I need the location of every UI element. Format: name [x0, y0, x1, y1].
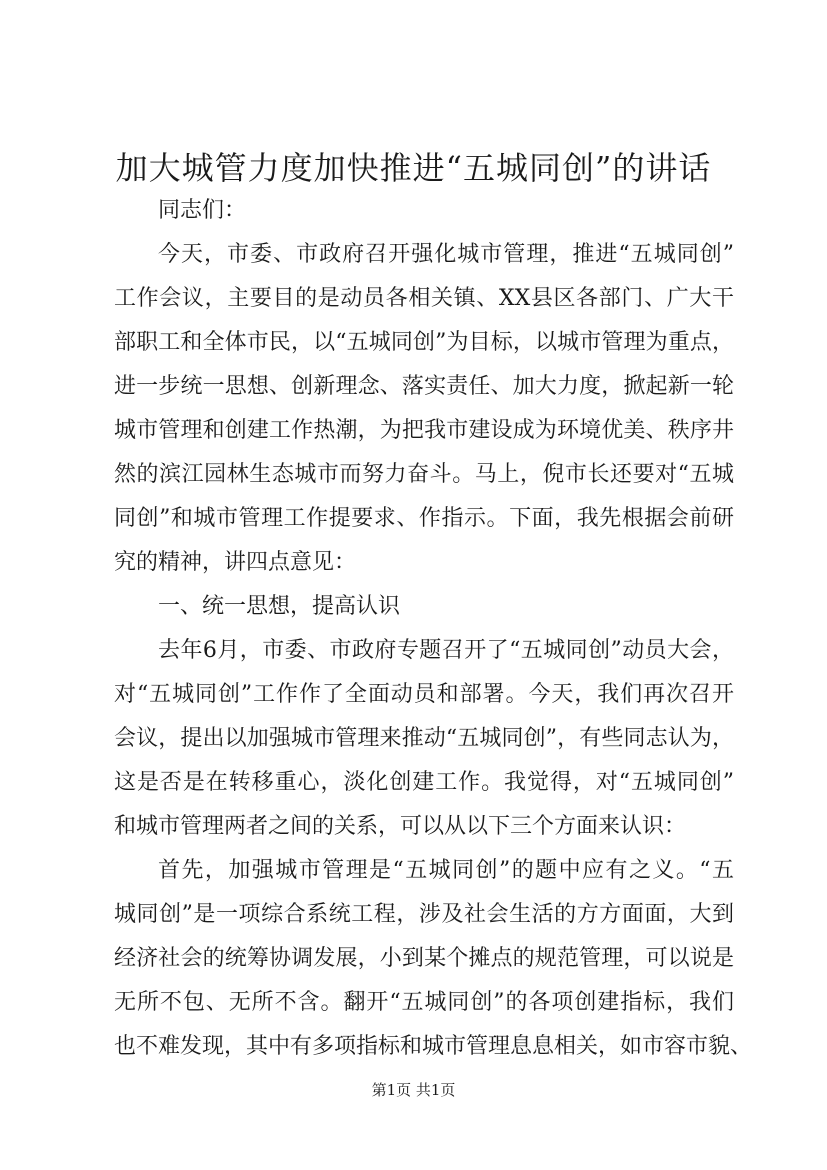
salutation-line: 同志们：	[158, 198, 247, 223]
body-line: 这是否是在转移重心，淡化创建工作。我觉得，对“五城同创”	[114, 770, 734, 795]
section-heading: 一、统一思想，提高认识	[158, 594, 401, 619]
body-line: 去年6月，市委、市政府专题召开了“五城同创”动员大会，	[158, 638, 734, 663]
body-line: 城市管理和创建工作热潮，为把我市建设成为环境优美、秩序井	[114, 418, 734, 443]
document-title: 加大城管力度加快推进“五城同创”的讲话	[115, 149, 712, 187]
body-line: 进一步统一思想、创新理念、落实责任、加大力度，掀起新一轮	[114, 374, 734, 399]
body-line: 今天，市委、市政府召开强化城市管理，推进“五城同创”	[158, 242, 734, 267]
body-line: 对“五城同创”工作作了全面动员和部署。今天，我们再次召开	[114, 682, 734, 707]
body-line: 城同创”是一项综合系统工程，涉及社会生活的方方面面，大到	[114, 902, 734, 927]
body-line: 无所不包、无所不含。翻开“五城同创”的各项创建指标，我们	[114, 990, 734, 1015]
body-line: 部职工和全体市民，以“五城同创”为目标，以城市管理为重点，	[114, 330, 734, 355]
body-line: 和城市管理两者之间的关系，可以从以下三个方面来认识：	[114, 814, 687, 839]
body-line: 然的滨江园林生态城市而努力奋斗。马上，倪市长还要对“五城	[114, 462, 734, 487]
body-line: 也不难发现，其中有多项指标和城市管理息息相关，如市容市貌、	[114, 1034, 753, 1059]
page-footer: 第1页 共1页	[371, 1081, 456, 1099]
body-line: 究的精神，讲四点意见：	[114, 550, 357, 575]
body-line: 同创”和城市管理工作提要求、作指示。下面，我先根据会前研	[114, 506, 734, 531]
body-line: 会议，提出以加强城市管理来推动“五城同创”，有些同志认为，	[114, 726, 734, 751]
body-line: 首先，加强城市管理是“五城同创”的题中应有之义。“五	[158, 858, 734, 883]
body-line: 工作会议，主要目的是动员各相关镇、XX县区各部门、广大干	[114, 286, 734, 311]
body-line: 经济社会的统筹协调发展，小到某个摊点的规范管理，可以说是	[114, 946, 734, 971]
